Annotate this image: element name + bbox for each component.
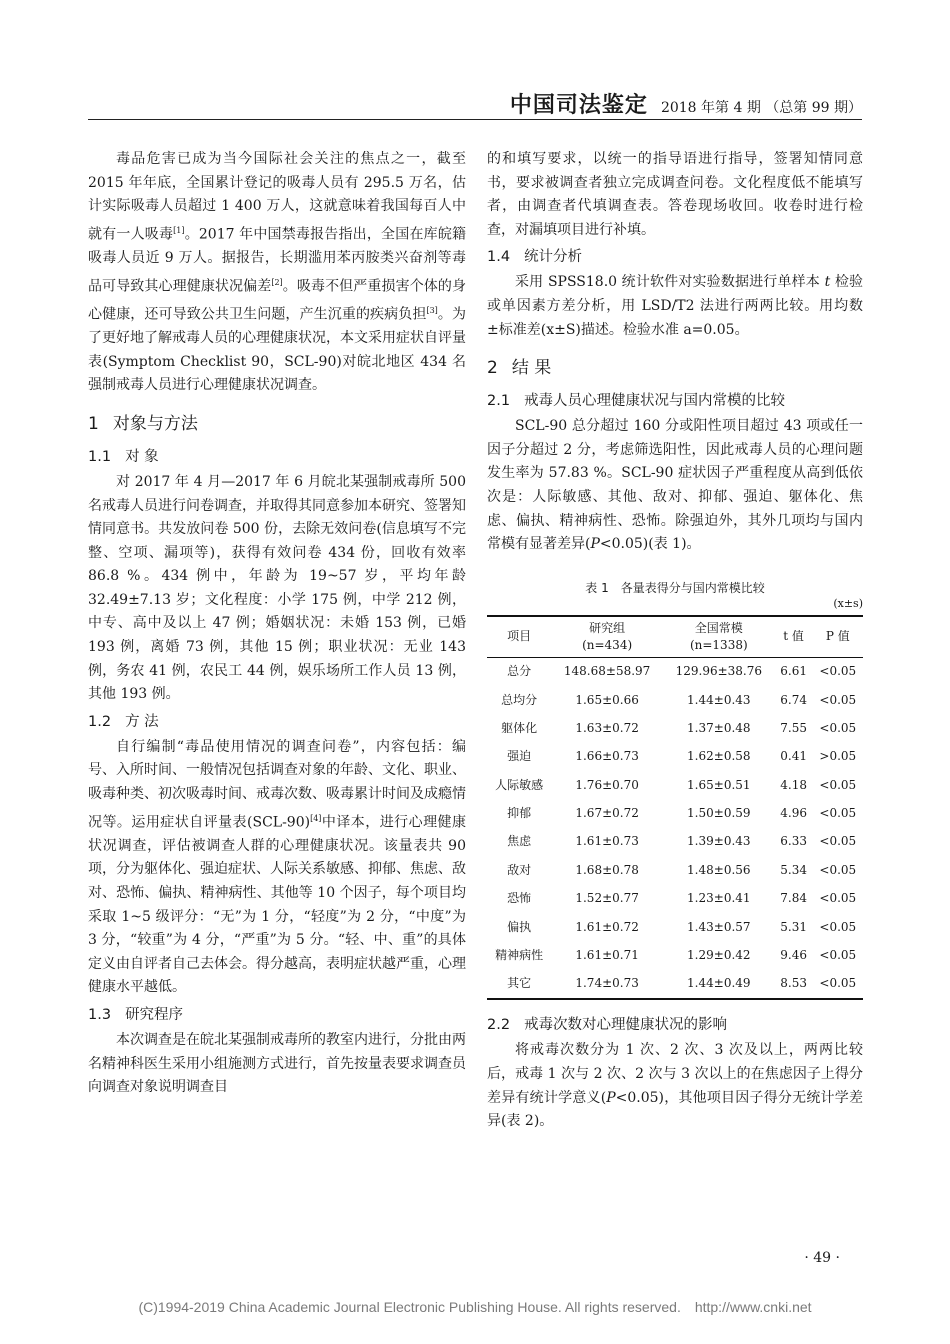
- frequency-paragraph: 将戒毒次数分为 1 次、2 次、3 次及以上，两两比较后，戒毒 1 次与 2 次、2 次与 3 次以上的在焦虑因子上得分差异有统计学意义(P<0.05)，其他项目因子得分无统计学差异(表 2)。: [487, 1042, 863, 1130]
- table-cell: 1.44±0.49: [663, 970, 775, 999]
- citation: [1]: [173, 225, 185, 235]
- table-cell: 1.61±0.71: [575, 948, 639, 963]
- table-row: [487, 800, 863, 828]
- table-cell: 1.65±0.51: [687, 777, 751, 792]
- table-cell: 6.74: [780, 692, 807, 707]
- table-cell: <0.05: [819, 720, 857, 735]
- table-cell: 148.68±58.97: [563, 664, 651, 679]
- table-row: [487, 942, 863, 970]
- table-cell: <0.05: [819, 692, 857, 707]
- table-unit: (x±s): [833, 596, 863, 610]
- table-cell: 1.76±0.70: [575, 777, 639, 792]
- table-cell: 1.37±0.48: [687, 720, 751, 735]
- table-cell: 1.44±0.43: [687, 692, 751, 707]
- table-row: [487, 856, 863, 884]
- table-cell: >0.05: [819, 749, 857, 764]
- statistics-paragraph: 采用 SPSS18.0 统计软件对实验数据进行单样本 t 检验或单因素方差分析，用 LSD/T2 法进行两两比较。用均数±标准差(x±S)描述。检验水准 a=0.05。: [487, 274, 863, 338]
- table-cell: 1.50±0.59: [687, 806, 751, 821]
- table-cell: 0.41: [780, 749, 807, 764]
- table-cell: 强迫: [507, 749, 532, 764]
- citation: [4]: [310, 813, 322, 823]
- citation: [3]: [426, 305, 438, 315]
- table-cell: <0.05: [819, 834, 857, 849]
- results-paragraph: SCL-90 总分超过 160 分或阳性项目超过 43 项或任一因子分超过 2 分，考虑筛选阳性，因此戒毒人员的心理问题发生率为 57.83 %。SCL-90 症状因子严重程度从高到低依次是：人际敏感、其他、敌对、抑郁、强迫、躯体化、焦虑、偏执、精神病性、恐怖。除强迫外，其外几项均与国内常模有显著差异(P<0.05)(表 1)。: [487, 418, 863, 553]
- table-header: 项目: [487, 616, 551, 658]
- table-cell: 1.23±0.41: [687, 891, 751, 906]
- table-cell: <0.05: [819, 891, 857, 906]
- table-cell: 5.34: [780, 862, 807, 877]
- table-cell: 4.18: [780, 777, 807, 792]
- table-header: P 值: [813, 616, 863, 658]
- table-cell: <0.05: [819, 806, 857, 821]
- table-cell: 敌对: [507, 862, 532, 877]
- table-row: [487, 743, 863, 771]
- table-header: t 值: [775, 616, 813, 658]
- section-heading-1-3: 1.3 研究程序: [88, 1007, 184, 1024]
- table-row: [487, 970, 863, 999]
- section-heading-1-4: 1.4 统计分析: [487, 249, 583, 266]
- header-rule: [88, 119, 862, 120]
- section-heading-1-2: 1.2 方 法: [88, 713, 159, 730]
- table-row: [487, 771, 863, 799]
- journal-title: 中国司法鉴定: [509, 92, 648, 118]
- section-heading-1: 1 对象与方法: [88, 413, 198, 434]
- page-header: [88, 88, 862, 118]
- table-cell: 1.74±0.73: [551, 970, 663, 999]
- table-cell: 7.55: [780, 720, 807, 735]
- table-cell: <0.05: [819, 664, 857, 679]
- methods-paragraph: 自行编制“毒品使用情况的调查问卷”，内容包括：编号、入所时间、一般情况包括调查对象的年龄、文化、职业、吸毒种类、初次吸毒时间、戒毒次数、吸毒累计时间及成瘾情况等。运用症状自评量表(SCL-90)[4]中译本，进行心理健康状况调查，评估被调查人群的心理健康状况。该量表共 90 项，分为躯体化、强迫症状、人际关系敏感、抑郁、焦虑、敌对、恐怖、偏执、精神病性、其他等 10 个因子，每个项目均采取 1~5 级评分：“无”为 1 分，“轻度”为 2 分，“中度”为 3 分，“较重”为 4 分，“严重”为 5 分。“轻、中、重”的具体定义由自评者自己去体会。得分越高，表明症状越严重，心理健康水平越低。: [88, 738, 466, 996]
- copyright-footer: (C)1994-2019 China Academic Journal Electronic Publishing House. All rights reserved. http://www.cnki.net: [138, 1299, 812, 1315]
- table-cell: 焦虑: [507, 834, 532, 849]
- table-cell: 129.96±38.76: [675, 664, 762, 679]
- table-cell: 7.84: [780, 891, 807, 906]
- table-row: [487, 657, 863, 686]
- table-cell: 恐怖: [507, 891, 532, 906]
- procedure-continued: 的和填写要求，以统一的指导语进行指导，签署知情同意书，要求被调查者独立完成调查问卷。文化程度低不能填写者，由调查者代填调查表。答卷现场收回。收卷时进行检查，对漏填项目进行补填。: [487, 151, 863, 238]
- table-cell: 1.66±0.73: [575, 749, 639, 764]
- table-cell: 偏执: [507, 919, 532, 934]
- issue-info: 2018 年第 4 期 （总第 99 期）: [660, 100, 862, 116]
- table-row: [487, 913, 863, 941]
- table-cell: 其它: [487, 970, 551, 999]
- intro-paragraph: 毒品危害已成为当今国际社会关注的焦点之一，截至 2015 年年底，全国累计登记的吸毒人员有 295.5 万名，估计实际吸毒人员超过 1 400 万人，这就意味着我国每百人中就有一人吸毒[1]。2017 年中国禁毒报告指出，全国在库皖籍吸毒人员近 9 万人。据报告，长期滥用苯丙胺类兴奋剂等毒品可导致其心理健康状况偏差[2]。吸毒不但严重损害个体的身心健康，还可导致公共卫生问题，产生沉重的疾病负担[3]。为了更好地了解戒毒人员的心理健康状况，本文采用症状自评量表(Symptom Checklist 90，SCL-90)对皖北地区 434 名强制戒毒人员进行心理健康状况调查。: [88, 151, 467, 394]
- right-column: [487, 148, 863, 1134]
- table-cell: 6.61: [780, 664, 807, 679]
- table-cell: 1.29±0.42: [687, 948, 751, 963]
- table-cell: 总分: [507, 664, 532, 679]
- table-header: 研究组 (n=434): [551, 616, 663, 658]
- table-cell: 1.62±0.58: [687, 749, 751, 764]
- subjects-paragraph: 对 2017 年 4 月—2017 年 6 月皖北某强制戒毒所 500 名戒毒人员进行问卷调查，并取得其同意参加本研究、签署知情同意书。共发放问卷 500 份，去除无效问卷(信息填写不完整、空项、漏项等)，获得有效问卷 434 份，回收有效率 86.8 %。434 例中，年龄为 19~57 岁，平均年龄 32.49±7.13 岁；文化程度：小学 175 例，中学 212 例，中专、高中及以上 47 例；婚姻状况：未婚 153 例，已婚 193 例，离婚 73 例，其他 15 例；职业状况：无业 143 例，务农 41 例，农民工 44 例，娱乐场所工作人员 13 例，其他 193 例。: [88, 473, 466, 703]
- table-cell: 4.96: [780, 806, 807, 821]
- table-cell: 抑郁: [507, 806, 532, 821]
- table-cell: <0.05: [819, 862, 857, 877]
- section-heading-2-1: 2.1 戒毒人员心理健康状况与国内常模的比较: [487, 393, 786, 410]
- table-cell: 躯体化: [501, 720, 538, 735]
- table-cell: 1.67±0.72: [575, 806, 639, 821]
- table-cell: 1.61±0.72: [575, 919, 639, 934]
- table-cell: 1.48±0.56: [687, 862, 751, 877]
- table-row: [487, 686, 863, 714]
- table-header: 全国常模 (n=1338): [663, 616, 775, 658]
- table-cell: 6.33: [780, 834, 807, 849]
- table-row: [487, 828, 863, 856]
- table-row: [487, 715, 863, 743]
- table-cell: <0.05: [819, 777, 857, 792]
- section-heading-2-2: 2.2 戒毒次数对心理健康状况的影响: [487, 1017, 728, 1034]
- table-row: [487, 885, 863, 913]
- page-number: · 49 ·: [804, 1250, 840, 1266]
- section-heading-1-1: 1.1 对 象: [88, 448, 159, 465]
- results-table: [487, 615, 863, 1001]
- citation: [2]: [271, 277, 283, 287]
- table-cell: <0.05: [819, 919, 857, 934]
- procedure-paragraph: 本次调查是在皖北某强制戒毒所的教室内进行，分批由两名精神科医生采用小组施测方式进行，首先按量表要求调查员向调查对象说明调查目: [88, 1032, 466, 1096]
- table-cell: <0.05: [819, 948, 857, 963]
- table-cell: 1.52±0.77: [575, 891, 639, 906]
- table-cell: 1.68±0.78: [575, 862, 639, 877]
- table-caption: 表 1 各量表得分与国内常模比较: [585, 580, 765, 595]
- left-column: [88, 148, 466, 1100]
- table-cell: 8.53: [775, 970, 813, 999]
- table-cell: 总均分: [501, 692, 538, 707]
- table-cell: 人际敏感: [495, 777, 544, 792]
- table-cell: 精神病性: [495, 948, 544, 963]
- table-cell: 1.39±0.43: [687, 834, 751, 849]
- section-heading-2: 2 结 果: [487, 358, 552, 379]
- table-cell: <0.05: [813, 970, 863, 999]
- table-cell: 9.46: [780, 948, 807, 963]
- table-cell: 1.65±0.66: [575, 692, 639, 707]
- table-cell: 5.31: [780, 919, 807, 934]
- table-cell: 1.61±0.73: [575, 834, 639, 849]
- table-body: [487, 657, 863, 999]
- table-cell: 1.43±0.57: [687, 919, 751, 934]
- table-cell: 1.63±0.72: [575, 720, 639, 735]
